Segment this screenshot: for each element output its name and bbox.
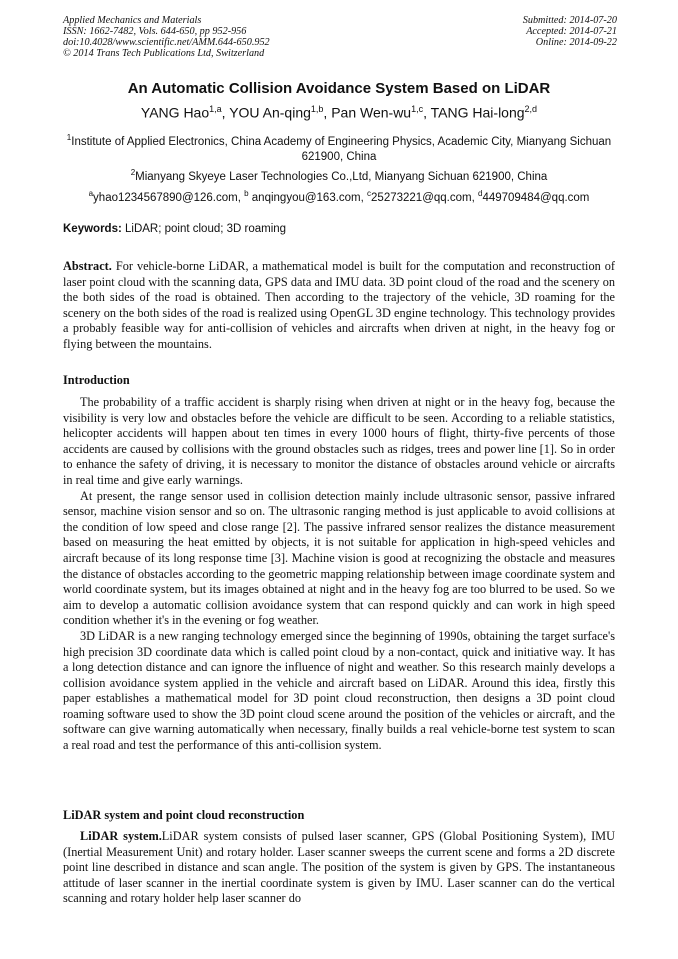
- author-name: Pan Wen-wu: [331, 104, 412, 121]
- journal-copyright: © 2014 Trans Tech Publications Ltd, Switzerland: [63, 48, 265, 59]
- affiliation-1: [63, 130, 615, 165]
- email: anqingyou@163.com: [251, 191, 361, 204]
- keywords-label: Keywords:: [63, 223, 122, 235]
- introduction-body: [63, 395, 615, 754]
- email: 25273221@qq.com: [371, 191, 472, 204]
- author-name: YOU An-qing: [229, 104, 311, 121]
- abstract: [63, 259, 615, 353]
- journal-issn: ISSN: 1662-7482, Vols. 644-650, pp 952-956: [63, 26, 247, 37]
- date-online: Online: 2014-09-22: [535, 37, 617, 48]
- email-sup: a: [88, 189, 94, 198]
- email: 449709484@qq.com: [482, 191, 590, 204]
- journal-doi: doi:10.4028/www.scientific.net/AMM.644-650.952: [63, 37, 270, 48]
- keywords-text: LiDAR; point cloud; 3D roaming: [125, 223, 287, 235]
- run-in-heading: LiDAR system.: [80, 829, 162, 843]
- introduction-heading: Introduction: [63, 373, 130, 387]
- author-sup: 1,a: [209, 104, 222, 114]
- section-body: [63, 829, 615, 907]
- author-name: YANG Hao: [140, 104, 210, 121]
- paragraph: At present, the range sensor used in collision detection mainly include ultrasonic sensor, passive infrared sensor, machine vision sensor and so on. The ultrasonic ranging method is just applicable to avoid collisions at the condition of low speed and close range [2]. The passive infrared sensor realizes the distance measurement based on measuring the heat emitted by objects, it is not suitable for application in high-speed vehicles and aircraft because of its long response time [3]. Machine vision is good at recognizing the obstacle and measures the distance of obstacles according to the geometric mapping relationship between image coordinate system and world coordinate system, but its images obtained at night and in the heavy fog are too blurred to be used. So we aim to develop a automatic collision avoidance system that can respond quickly and can work in high speed condition whether it's in the evening or fog weather.: [63, 488, 615, 628]
- email-sup: c: [367, 189, 372, 198]
- paper-title: An Automatic Collision Avoidance System Based on LiDAR: [127, 80, 551, 97]
- section-heading: LiDAR system and point cloud reconstruction: [63, 808, 305, 822]
- author-sup: 1,b: [310, 104, 324, 114]
- paragraph: LiDAR system consists of pulsed laser scanner, GPS (Global Positioning System), IMU (Inertial Measurement Unit) and rotary holder. Laser scanner sweeps the current scene and forms a 2D discrete point line described in distance and scan angle. The position of the system is given by GPS. The instantaneous attitude of laser scanner in the inertial coordinate system is given by IMU. Laser scanner can do the vertical scanning and rotary holder help laser scanner do: [63, 829, 615, 906]
- abstract-label: Abstract.: [63, 259, 112, 273]
- email-list: $^a$yhao1234567890@126.com, $^b$ anqingyou@163.com, $^c$25273221@qq.com, $^d$449709484@qq.com: [88, 189, 590, 204]
- email-sup: b: [244, 189, 249, 198]
- author-name: TANG Hai-long: [430, 104, 525, 121]
- date-submitted: Submitted: 2014-07-20: [522, 15, 617, 26]
- author-sup: 1,c: [411, 104, 424, 114]
- keywords: [63, 223, 615, 235]
- affiliation-sup: 2: [130, 168, 136, 177]
- journal-name: Applied Mechanics and Materials: [63, 15, 202, 26]
- affiliation-2: [63, 165, 615, 185]
- author-list: YANG Hao$^{1,a}$, YOU An-qing$^{1,b}$, Pan Wen-wu$^{1,c}$, TANG Hai-long$^{2,d}$: [140, 104, 538, 121]
- abstract-text: For vehicle-borne LiDAR, a mathematical model is built for the computation and reconstruction of laser point cloud with the scanning data, GPS data and IMU data. 3D point cloud of the road and the scenery on the both sides of the road is obtained. Then according to the trajectory of the vehicle, 3D roaming for the scenery on the both sides of the road is realized using OpenGL 3D engine technology. This technology provides a probably feasible way for anti-collision of vehicles and aircrafts when driven at night, in the heavy fog or flying between the mountains.: [63, 259, 615, 351]
- email-sup: d: [477, 189, 483, 198]
- author-sup: 2,d: [524, 104, 538, 114]
- affiliation-text: Institute of Applied Electronics, China Academy of Engineering Physics, Academic City, Mianyang Sichuan 621900, China: [71, 135, 612, 163]
- submission-dates: [523, 15, 617, 48]
- date-accepted: Accepted: 2014-07-21: [526, 26, 617, 37]
- paragraph: The probability of a traffic accident is sharply rising when driven at night or in the heavy fog, because the visibility is very low and obstacles before the vehicle are difficult to be seen. According to a reliable statistics, helicopter accidents will happen about ten times in every 1000 hours of flight, thirty-five percents of those accidents are caused by collisions with the ground obstacles such as ridges, trees and power line [1]. So in order to enhance the safety of driving, it is necessary to monitor the distance of obstacles around vehicle or aircrafts in real time and give early warnings.: [63, 395, 615, 487]
- affiliation-text: Mianyang Skyeye Laser Technologies Co.,Ltd, Mianyang Sichuan 621900, China: [135, 170, 548, 183]
- journal-info: [63, 15, 270, 59]
- paragraph: 3D LiDAR is a new ranging technology emerged since the beginning of 1990s, obtaining the target surface's high precision 3D coordinate data which is called point cloud by a non-contact, quick and initiative way. It has a long detection distance and can ignore the influence of night and weather. So this research mainly develops a collision avoidance system applied in the vehicle and aircraft based on LiDAR. Around this idea, firstly this paper establishes a mathematical model for 3D point cloud reconstruction, then designs a 3D point cloud roaming software used to show the 3D point cloud scene around the position of the vehicles or aircraft, and the software can give warning automatically when necessary, finally builds a real vehicle-borne test system to scan a real road and test the performance of this anti-collision system.: [63, 628, 615, 753]
- email: yhao1234567890@126.com: [93, 191, 238, 204]
- affiliation-sup: 1: [66, 133, 72, 142]
